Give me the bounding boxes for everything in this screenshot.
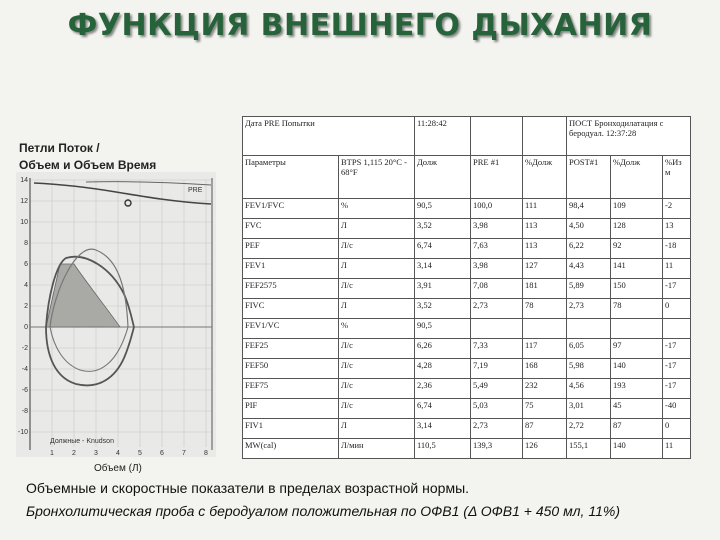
table-cell: -17 — [663, 279, 691, 299]
y-tick: -4 — [21, 366, 28, 373]
table-cell: FEF50 — [243, 359, 339, 379]
header-date: Дата PRE Попытки — [243, 117, 415, 156]
table-cell: -2 — [663, 199, 691, 219]
conclusion-line1: Объемные и скоростные показатели в пределах возрастной нормы. — [26, 480, 470, 496]
table-cell: 117 — [523, 339, 567, 359]
table-cell: 3,52 — [415, 299, 471, 319]
table-cell: -17 — [663, 379, 691, 399]
y-tick: 4 — [24, 282, 28, 289]
predicted-source-label: Должные - Knudson — [50, 438, 114, 445]
flow-volume-svg — [16, 172, 216, 457]
table-cell — [567, 319, 611, 339]
table-cell: MW(cal) — [243, 439, 339, 459]
table-cell: FEV1 — [243, 259, 339, 279]
table-cell: 11 — [663, 439, 691, 459]
x-axis-label: Объем (Л) — [94, 463, 142, 474]
table-cell: Л/мин — [339, 439, 415, 459]
table-cell: 78 — [611, 299, 663, 319]
y-tick: 8 — [24, 240, 28, 247]
table-cell: Л/с — [339, 279, 415, 299]
table-cell: 232 — [523, 379, 567, 399]
table-cell: Л/с — [339, 399, 415, 419]
table-cell: 140 — [611, 359, 663, 379]
table-cell: 100,0 — [471, 199, 523, 219]
table-cell: 4,50 — [567, 219, 611, 239]
y-tick: 12 — [20, 198, 28, 205]
y-tick: 14 — [20, 177, 28, 184]
table-cell: 181 — [523, 279, 567, 299]
table-cell: FIVC — [243, 299, 339, 319]
y-tick: 6 — [24, 261, 28, 268]
col-header: BTPS 1,115 20°C - 68°F — [339, 156, 415, 199]
table-cell: 45 — [611, 399, 663, 419]
table-cell: PEF — [243, 239, 339, 259]
table-cell: 98,4 — [567, 199, 611, 219]
header-time: 11:28:42 — [415, 117, 471, 156]
y-tick: -10 — [17, 429, 28, 436]
x-tick: 3 — [94, 450, 98, 457]
table-row — [243, 319, 691, 339]
col-header: %Долж — [611, 156, 663, 199]
table-row — [243, 199, 691, 219]
table-cell: 6,74 — [415, 399, 471, 419]
table-cell — [663, 319, 691, 339]
table-row — [243, 339, 691, 359]
table-cell: 2,73 — [567, 299, 611, 319]
col-header: PRE #1 — [471, 156, 523, 199]
conclusion-line2: Бронхолитическая проба с беродуалом положительная по ОФВ1 (Δ ОФВ1 + 450 мл, 11%) — [26, 503, 620, 519]
table-row — [243, 299, 691, 319]
table-cell: 5,49 — [471, 379, 523, 399]
table-cell — [471, 319, 523, 339]
table-cell: 87 — [523, 419, 567, 439]
table-cell: 97 — [611, 339, 663, 359]
y-tick: 2 — [24, 303, 28, 310]
table-cell: 90,5 — [415, 319, 471, 339]
y-tick: -6 — [21, 387, 28, 394]
x-tick: 6 — [160, 450, 164, 457]
x-tick: 2 — [72, 450, 76, 457]
table-cell: 11 — [663, 259, 691, 279]
volume-time-predicted — [86, 182, 211, 185]
table-cell: 113 — [523, 219, 567, 239]
table-cell: 141 — [611, 259, 663, 279]
table-cell: 2,73 — [471, 299, 523, 319]
header-post: ПОСТ Бронходилатация с беродуал. 12:37:28 — [567, 117, 691, 156]
table-cell: FIV1 — [243, 419, 339, 439]
table-cell: 13 — [663, 219, 691, 239]
table-cell: PIF — [243, 399, 339, 419]
table-cell: 6,22 — [567, 239, 611, 259]
table-cell: 87 — [611, 419, 663, 439]
table-cell: 3,98 — [471, 219, 523, 239]
table-cell: 7,63 — [471, 239, 523, 259]
col-header: %Из м — [663, 156, 691, 199]
table-cell: 109 — [611, 199, 663, 219]
table-row — [243, 439, 691, 459]
table-cell: 7,19 — [471, 359, 523, 379]
table-cell: -17 — [663, 359, 691, 379]
table-cell: 140 — [611, 439, 663, 459]
table-cell: % — [339, 319, 415, 339]
table-cell — [523, 319, 567, 339]
table-cell: Л — [339, 419, 415, 439]
table-cell: FEF75 — [243, 379, 339, 399]
table-cell: 3,14 — [415, 419, 471, 439]
table-cell: 5,03 — [471, 399, 523, 419]
table-cell: 75 — [523, 399, 567, 419]
table-cell — [611, 319, 663, 339]
table-cell: 5,98 — [567, 359, 611, 379]
table-cell: 7,33 — [471, 339, 523, 359]
header-empty — [523, 117, 567, 156]
inspiratory-loop-post — [50, 327, 128, 371]
table-row — [243, 279, 691, 299]
y-tick: -8 — [21, 408, 28, 415]
plot-caption-line1: Петли Поток / — [19, 141, 100, 155]
table-row — [243, 239, 691, 259]
plot-caption-line2: Объем и Объем Время — [19, 158, 157, 172]
table-cell: % — [339, 199, 415, 219]
table-cell: 111 — [523, 199, 567, 219]
col-header: Долж — [415, 156, 471, 199]
table-cell: FVC — [243, 219, 339, 239]
table-cell: -17 — [663, 339, 691, 359]
table-cell: Л — [339, 299, 415, 319]
col-header: Параметры — [243, 156, 339, 199]
table-cell: 3,91 — [415, 279, 471, 299]
table-row — [243, 399, 691, 419]
table-body — [243, 199, 691, 459]
table-cell: FEF2575 — [243, 279, 339, 299]
table-cell: Л/с — [339, 379, 415, 399]
page-title: ФУНКЦИЯ ВНЕШНЕГО ДЫХАНИЯ — [67, 8, 653, 43]
y-tick: 10 — [20, 219, 28, 226]
x-tick: 1 — [50, 450, 54, 457]
table-cell: 6,74 — [415, 239, 471, 259]
table-cell: 155,1 — [567, 439, 611, 459]
x-tick: 5 — [138, 450, 142, 457]
table-cell: 92 — [611, 239, 663, 259]
table-cell: 3,98 — [471, 259, 523, 279]
table-cell: 110,5 — [415, 439, 471, 459]
table-column-header-row — [243, 156, 691, 199]
table-cell: 0 — [663, 299, 691, 319]
table-cell: 193 — [611, 379, 663, 399]
col-header: POST#1 — [567, 156, 611, 199]
x-tick: 8 — [204, 450, 208, 457]
table-cell: FEF25 — [243, 339, 339, 359]
table-cell: 2,36 — [415, 379, 471, 399]
spirometry-table — [242, 116, 691, 459]
table-cell: 6,05 — [567, 339, 611, 359]
table-row — [243, 219, 691, 239]
table-cell: 0 — [663, 419, 691, 439]
table-cell: 126 — [523, 439, 567, 459]
col-header: %Долж — [523, 156, 567, 199]
table-cell: 90,5 — [415, 199, 471, 219]
table-cell: -18 — [663, 239, 691, 259]
table-cell: 4,43 — [567, 259, 611, 279]
table-cell: Л/с — [339, 339, 415, 359]
table-cell: 4,56 — [567, 379, 611, 399]
table-cell: 168 — [523, 359, 567, 379]
flow-volume-plot — [16, 172, 216, 457]
table-cell: Л — [339, 259, 415, 279]
header-empty — [471, 117, 523, 156]
y-tick: 0 — [24, 324, 28, 331]
table-cell: Л/с — [339, 239, 415, 259]
x-tick: 7 — [182, 450, 186, 457]
table-cell: 2,73 — [471, 419, 523, 439]
x-tick: 4 — [116, 450, 120, 457]
table-cell: 3,14 — [415, 259, 471, 279]
table-cell: 128 — [611, 219, 663, 239]
table-row — [243, 379, 691, 399]
table-row — [243, 419, 691, 439]
table-cell: 6,26 — [415, 339, 471, 359]
table-row — [243, 359, 691, 379]
table-header-row — [243, 117, 691, 156]
y-tick: -2 — [21, 345, 28, 352]
table-cell: FEV1/FVC — [243, 199, 339, 219]
table-cell: 3,52 — [415, 219, 471, 239]
table-cell: 78 — [523, 299, 567, 319]
table-cell: 113 — [523, 239, 567, 259]
table-cell: 127 — [523, 259, 567, 279]
pre-label: PRE — [188, 187, 203, 194]
table-row — [243, 259, 691, 279]
table-cell: FEV1/VC — [243, 319, 339, 339]
table-cell: 3,01 — [567, 399, 611, 419]
table-cell: 4,28 — [415, 359, 471, 379]
table-cell: Л/с — [339, 359, 415, 379]
table-cell: Л — [339, 219, 415, 239]
table-cell: 7,08 — [471, 279, 523, 299]
table-cell: -40 — [663, 399, 691, 419]
inspiratory-loop — [46, 327, 134, 385]
table-cell: 139,3 — [471, 439, 523, 459]
table-cell: 5,89 — [567, 279, 611, 299]
table-cell: 2,72 — [567, 419, 611, 439]
table-cell: 150 — [611, 279, 663, 299]
